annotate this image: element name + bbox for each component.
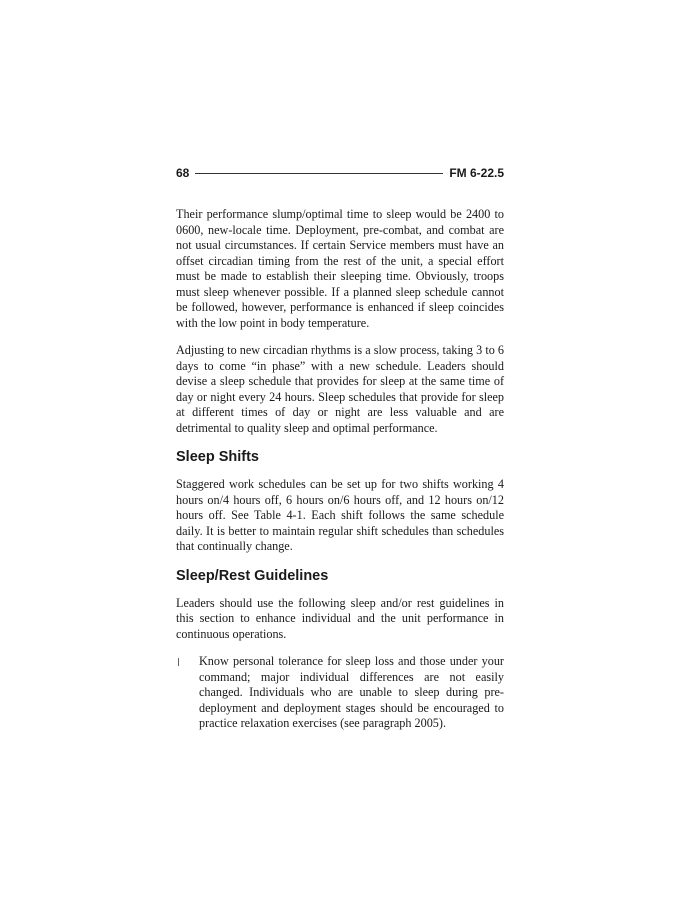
paragraph-staggered-schedules: Staggered work schedules can be set up for two shifts working 4 hours on/4 hours off, 6 hours on/6 hours off, and 12 hours on/12 hours off. See Table 4-1. Each shift follows the same schedule daily. It is better to maintain regular shift schedules than schedules that continually change. <box>176 477 504 553</box>
paragraph-circadian-offset: Their performance slump/optimal time to sleep would be 2400 to 0600, new-locale time. Deployment, pre-combat, and combat are not usual circumstances. If certain Service members must have an offset circadian timing from the rest of the unit, a special effort must be made to establish their sleeping time. Obviously, troops must sleep whenever possible. If a planned sleep schedule cannot be followed, however, performance is enhanced if sleep coincides with the low point in body temperature. <box>176 207 504 330</box>
list-item <box>176 654 504 732</box>
list-item-text: Know personal tolerance for sleep loss and those under your command; major individual differences are not easily changed. Individuals who are unable to sleep during pre-deployment and deployment stages should be encouraged to practice relaxation exercises (see paragraph 2005). <box>199 654 504 730</box>
page-header <box>176 164 504 182</box>
heading-sleep-rest-guidelines: Sleep/Rest Guidelines <box>176 567 329 584</box>
page-number: 68 <box>176 166 190 180</box>
document-id: FM 6-22.5 <box>449 166 504 180</box>
bullet-marker <box>178 658 179 666</box>
guidelines-list <box>176 654 504 732</box>
paragraph-guidelines-intro: Leaders should use the following sleep and/or rest guidelines in this section to enhance individual and the unit performance in continuous operations. <box>176 595 504 641</box>
paragraph-adjusting-rhythms: Adjusting to new circadian rhythms is a slow process, taking 3 to 6 days to come “in phase” with a new schedule. Leaders should devise a sleep schedule that provides for sleep at the same time of day or night every 24 hours. Sleep schedules that provide for sleep at different times of day or night are less valuable and are detrimental to quality sleep and optimal performance. <box>176 343 504 435</box>
heading-sleep-shifts: Sleep Shifts <box>176 449 259 465</box>
header-rule <box>195 173 443 174</box>
body-text <box>176 207 504 732</box>
